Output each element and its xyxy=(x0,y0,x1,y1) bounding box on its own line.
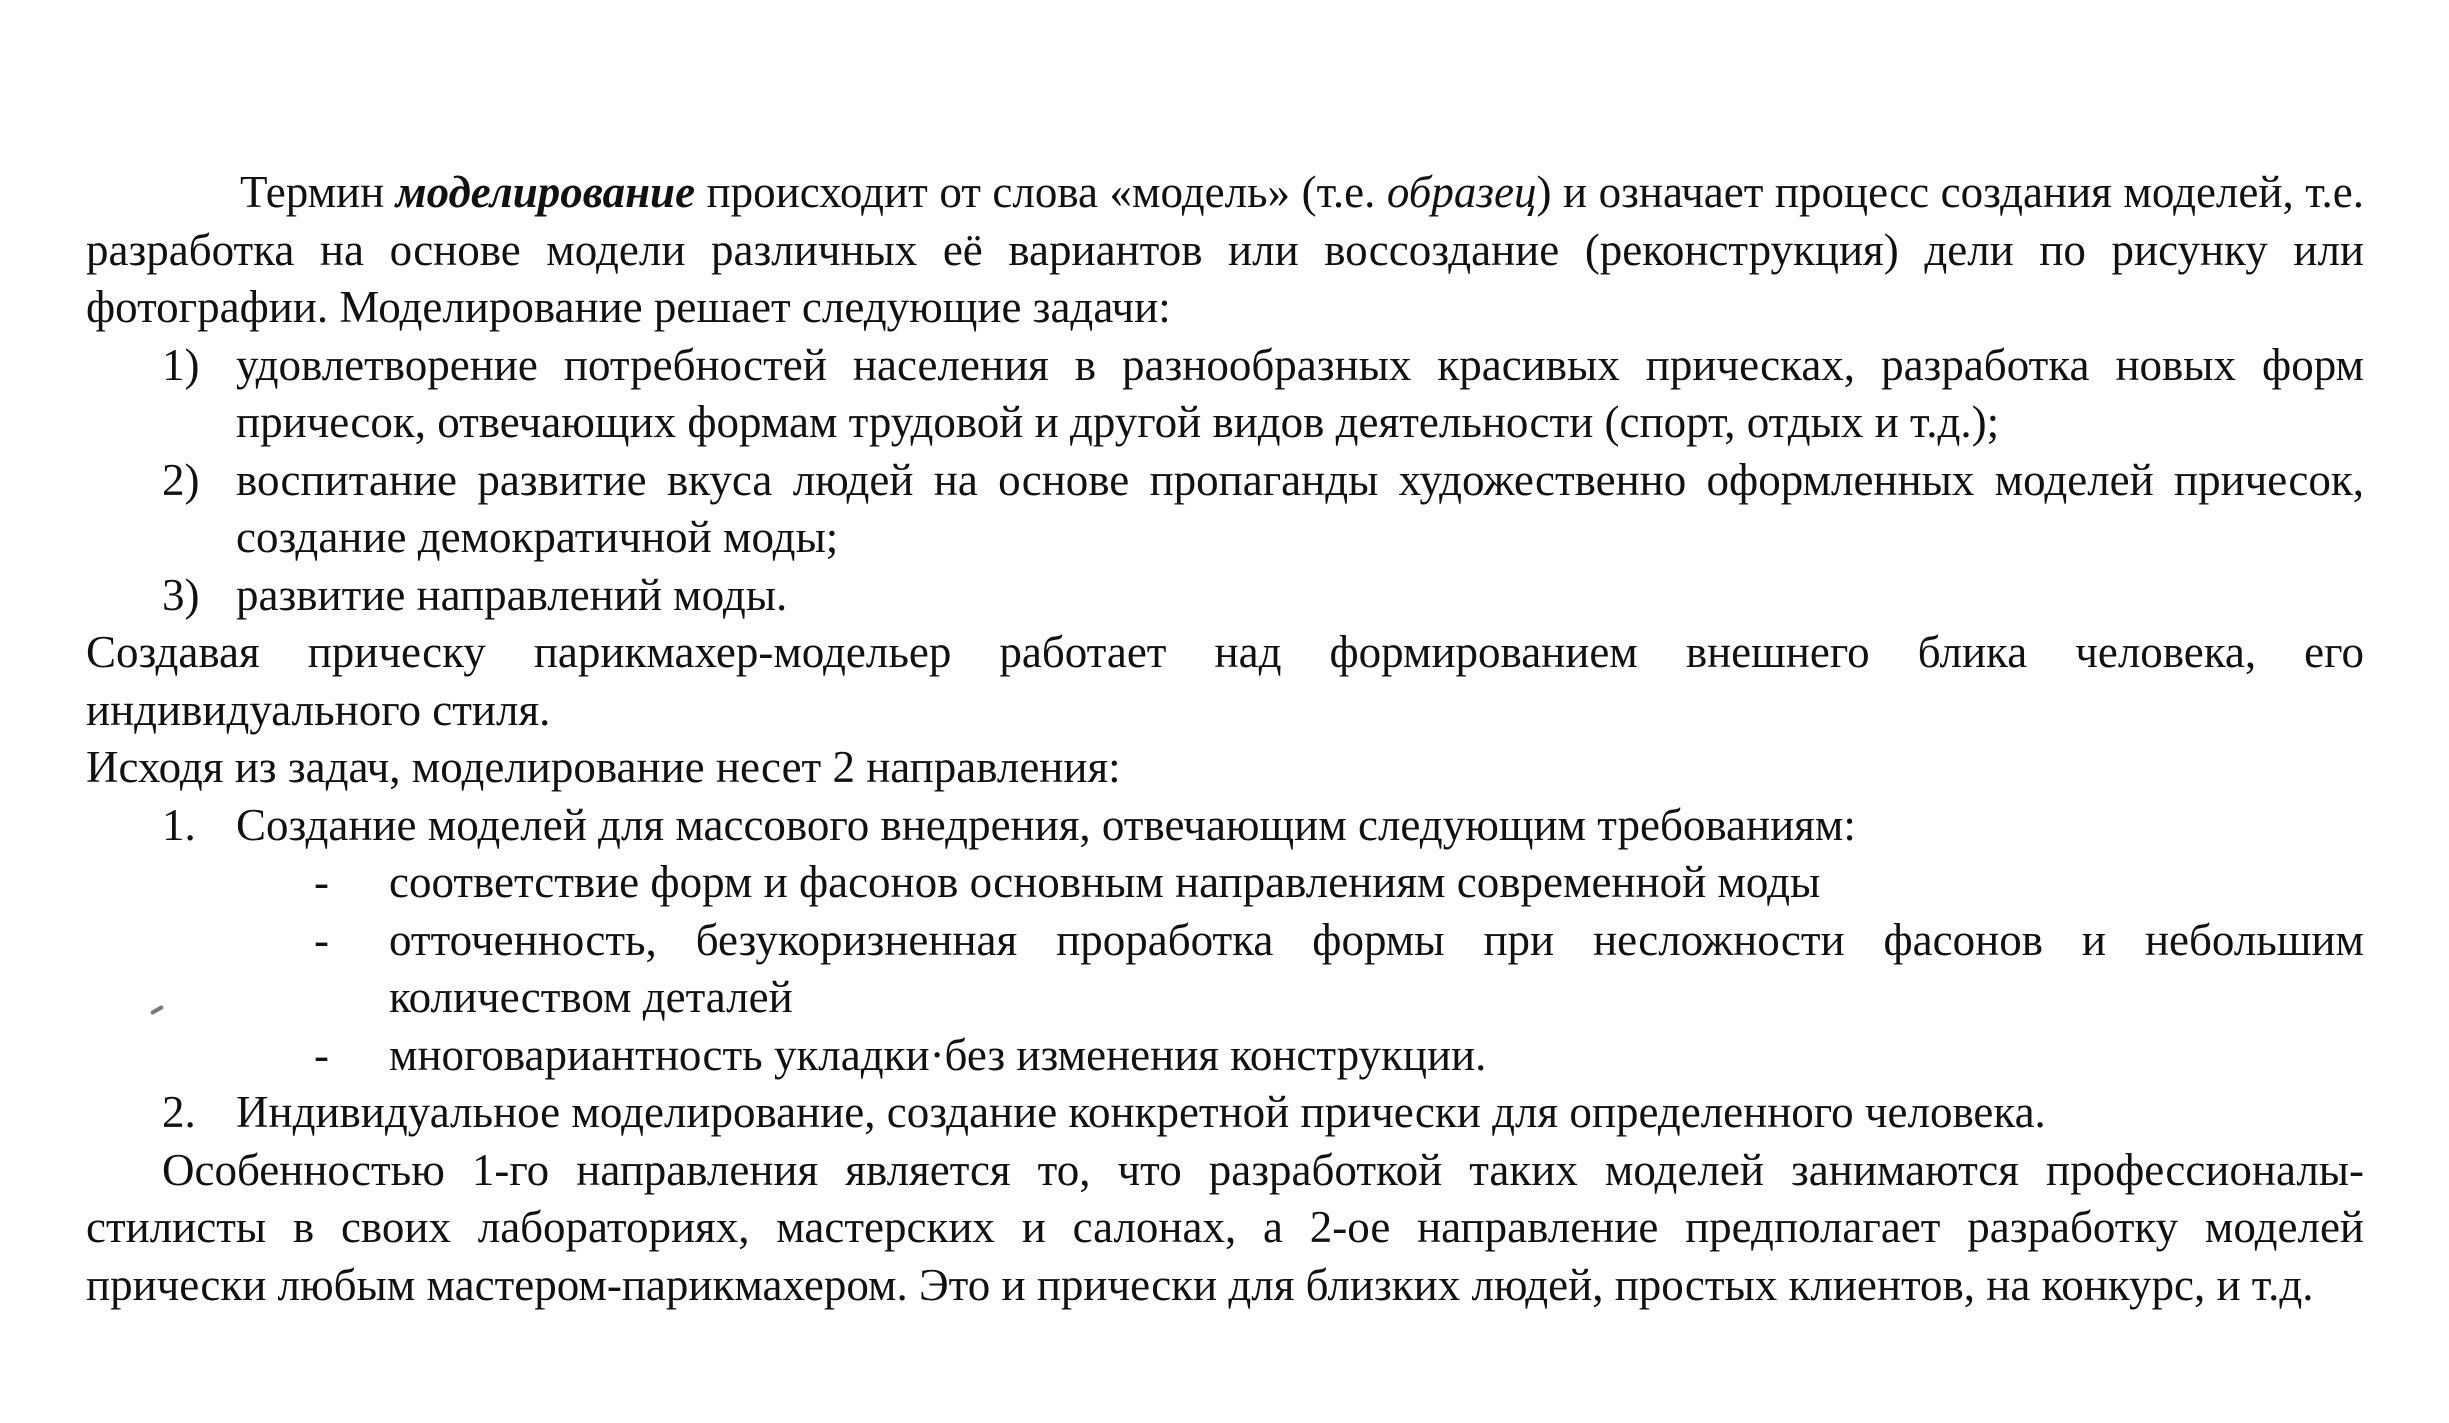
directions-intro-paragraph: Исходя из задач, моделирование несет 2 направления: xyxy=(86,742,1121,792)
list-item-text: многовариантность укладки·без изменения конструкции. xyxy=(389,1029,1487,1080)
intro-text-2: происходит от слова «модель» (т.е. xyxy=(695,167,1387,217)
list-item xyxy=(86,337,2364,452)
list-item-text: отточенность, безукоризненная проработка формы при несложности фасонов и небольшим количеством деталей xyxy=(389,914,2364,1022)
list-item-text: развитие направлений моды. xyxy=(236,569,788,620)
dash-marker: - xyxy=(314,914,329,965)
intro-text-1: Термин xyxy=(240,167,396,217)
list-marker: 1. xyxy=(162,799,196,850)
list-item xyxy=(86,854,2364,912)
document-page xyxy=(86,164,2364,1314)
list-item-text: соответствие форм и фасонов основным направлениям современной моды xyxy=(389,857,1821,907)
list-marker: 1) xyxy=(162,339,200,390)
list-item xyxy=(86,912,2364,1027)
list-item-text: Индивидуальное моделирование, создание конкретной прически для определенного человека. xyxy=(236,1087,2046,1137)
list-item-text: Создание моделей для массового внедрения, отвечающим следующим требованиям: xyxy=(236,799,1856,850)
list-item xyxy=(86,797,2364,855)
term-sample: образец xyxy=(1386,167,1537,217)
style-paragraph: Создавая прическу парикмахер-модельер работает над формированием внешнего блика человека, его индивидуального стиля. xyxy=(86,627,2364,735)
dash-marker: - xyxy=(314,857,329,907)
list-item xyxy=(86,452,2364,567)
list-item-text: воспитание развитие вкуса людей на основе пропаганды художественно оформленных моделей причесок, создание демократичной моды; xyxy=(236,454,2364,562)
list-item xyxy=(86,1027,2364,1085)
final-paragraph: Особенностью 1-го направления является то, что разработкой таких моделей занимаются профессионалы-стилисты в своих лабораториях, мастерских и салонах, а 2-ое направление предполагает разработку моделей прически любым мастером-парикмахером. Это и прически для близких людей, простых клиентов, на конкурс, и т.д. xyxy=(86,1144,2364,1310)
list-marker: 3) xyxy=(162,569,200,620)
directions-list xyxy=(86,797,2364,1142)
dash-marker: - xyxy=(314,1029,329,1080)
list-item xyxy=(86,567,2364,625)
term-modeling: моделирование xyxy=(395,167,696,217)
tasks-list xyxy=(86,337,2364,625)
list-item-text: удовлетворение потребностей населения в разнообразных красивых прическах, разработка новых форм причесок, отвечающих формам трудовой и другой видов деятельности (спорт, отдых и т.д.); xyxy=(236,339,2364,447)
list-marker: 2) xyxy=(162,454,200,505)
list-item xyxy=(86,1084,2364,1142)
intro-text-3: ) и означает процесс создания моделей, т.е. разработка на основе модели различных её вариантов или воссоздание (реконструкция) дели по рисунку или фотографии. Моделирование решает следующие задачи: xyxy=(86,167,2364,332)
list-marker: 2. xyxy=(162,1087,196,1137)
requirements-list xyxy=(86,854,2364,1084)
intro-paragraph xyxy=(86,164,2364,337)
